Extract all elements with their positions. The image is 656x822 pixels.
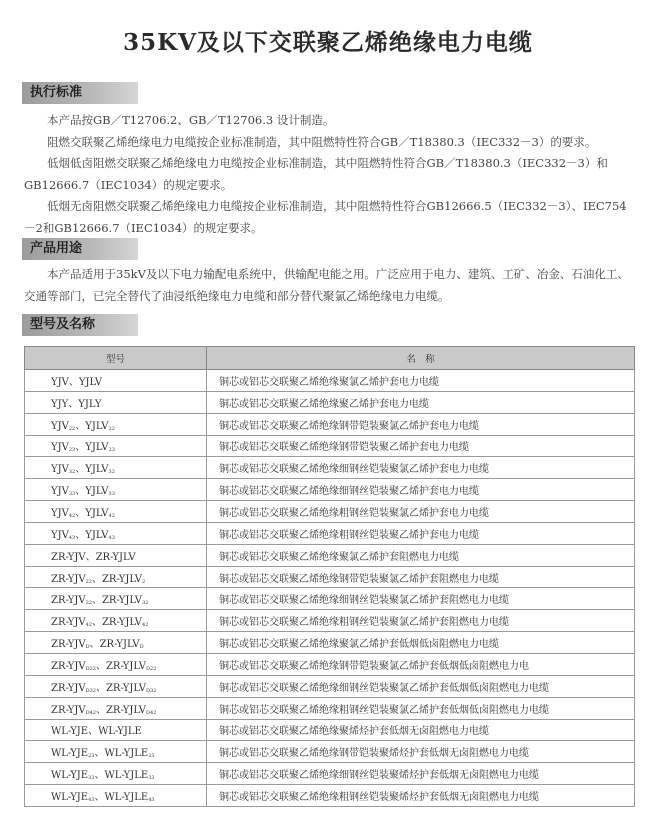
model-code-subscript: 33	[68, 491, 76, 498]
model-table	[24, 346, 635, 807]
model-code-cell: $ZR-YJV_{32}$、$ZR-YJLV_{32}$	[25, 588, 207, 610]
model-code-subscript: 32	[68, 469, 76, 476]
model-code: ZR-YJV	[51, 704, 86, 716]
table-row	[25, 457, 635, 479]
table-row	[25, 435, 635, 457]
section-heading-usage: 产品用途	[30, 241, 83, 256]
model-code: ZR-YJLV	[99, 639, 140, 651]
model-code: ZR-YJV	[51, 682, 86, 694]
model-code-subscript: 33	[108, 491, 115, 498]
model-code-subscript: 43	[68, 534, 76, 541]
model-code-subscript: 43	[108, 534, 115, 541]
model-code-subscript: 23	[88, 753, 95, 760]
model-code-cell: $ZR-YJV_{42}$、$ZR-YJLV_{42}$	[25, 610, 207, 632]
table-row	[25, 741, 635, 763]
model-name-cell: 铜芯或铝芯交联聚乙烯绝缘粗钢丝铠装聚氯乙烯护套阻燃电力电缆	[207, 610, 635, 632]
model-code-subscript: 22	[68, 425, 76, 432]
model-code-subscript: 43	[148, 796, 155, 803]
model-code-cell: $ZR-YJV_D$、$ZR-YJLV_D$	[25, 632, 207, 654]
model-code: YJV	[51, 376, 69, 388]
model-name-cell: 铜芯或铝芯交联聚乙烯绝缘粗钢丝铠装聚氯乙烯护套电力电缆	[207, 501, 635, 523]
table-row	[25, 675, 635, 697]
model-code-subscript: 22	[108, 425, 115, 432]
model-code: WL-YJLE	[104, 791, 149, 803]
table-row	[25, 697, 635, 719]
model-code-subscript: 32	[85, 600, 92, 607]
table-row	[25, 785, 635, 807]
table-row	[25, 413, 635, 435]
model-code: WL-YJLE	[104, 770, 149, 782]
model-code: WL-YJE	[51, 748, 89, 760]
model-name-cell: 铜芯或铝芯交联聚乙烯绝缘细钢丝铠装聚氯乙烯护套电力电缆	[207, 457, 635, 479]
model-name-cell: 铜芯或铝芯交联聚乙烯绝缘细钢丝铠装聚氯乙烯护套阻燃电力电缆	[207, 588, 635, 610]
standard-paragraph: 低烟低卤阻燃交联聚乙烯绝缘电力电缆按企业标准制造，其中阻燃特性符合GB／T18380.3（IEC332－3）和GB12666.7（IEC1034）的规定要求。	[24, 156, 608, 192]
model-code-subscript: D32	[85, 687, 96, 694]
model-code: ZR-YJV	[51, 595, 86, 607]
column-header-model: 型号	[25, 347, 207, 370]
table-header-row	[25, 347, 635, 370]
table-row	[25, 763, 635, 785]
model-code: ZR-YJLV	[105, 660, 147, 672]
section-heading-standard: 执行标准	[30, 85, 83, 100]
model-code: YJV	[51, 442, 69, 454]
model-code-subscript: 32	[108, 469, 115, 476]
table-row	[25, 522, 635, 544]
model-code: ZR-YJLV	[101, 595, 143, 607]
standard-paragraph: 本产品按GB／T12706.2、GB／T12706.3 设计制造。	[47, 113, 335, 127]
model-table-body	[25, 370, 635, 807]
model-code: ZR-YJV	[51, 639, 86, 651]
table-row	[25, 479, 635, 501]
model-name-cell: 铜芯或铝芯交联聚乙烯绝缘钢带铠装聚烯烃护套低烟无卤阻燃电力电缆	[207, 741, 635, 763]
model-code-subscript: 33	[88, 775, 95, 782]
model-code-subscript: D22	[85, 665, 96, 672]
model-code-cell: $YJV_{43}$、$YJLV_{43}$	[25, 522, 207, 544]
model-name-cell: 铜芯或铝芯交联聚乙烯绝缘钢带铠装聚氯乙烯护套低烟低卤阻燃电力电	[207, 653, 635, 675]
model-code: ZR-YJLV	[101, 573, 143, 585]
model-code-subscript: 42	[108, 512, 115, 519]
model-code: WL-YJLE	[98, 726, 142, 738]
model-code: YJLV	[85, 442, 109, 454]
model-name-cell: 铜芯或铝芯交联聚乙烯绝缘聚氯乙烯护套低烟低卤阻燃电力电缆	[207, 632, 635, 654]
model-code: YJV	[51, 464, 69, 476]
model-code: ZR-YJV	[51, 573, 86, 585]
model-name-cell: 铜芯或铝芯交联聚乙烯绝缘粗钢丝铠装聚烯烃护套低烟无卤阻燃电力电缆	[207, 785, 635, 807]
model-code: YJLV	[85, 464, 109, 476]
table-row	[25, 501, 635, 523]
model-code-subscript: D	[85, 644, 90, 651]
model-code: WL-YJE	[51, 791, 89, 803]
model-code: WL-YJE	[51, 726, 89, 738]
model-code-subscript: 42	[68, 512, 76, 519]
model-name-cell: 铜芯或铝芯交联聚乙烯绝缘细钢丝铠装聚氯乙烯护套低烟低卤阻燃电力电缆	[207, 675, 635, 697]
model-code-subscript: 32	[142, 600, 149, 607]
model-code-subscript: 22	[85, 578, 92, 585]
model-code: ZR-YJV	[51, 617, 86, 629]
model-code-subscript: D42	[85, 709, 96, 716]
model-code: YJLV	[85, 420, 109, 432]
model-code-cell: $YJV_{33}$、$YJLV_{33}$	[25, 479, 207, 501]
usage-text	[24, 264, 636, 307]
model-code-subscript: D32	[146, 687, 157, 694]
model-code-cell: $ZR-YJV_{D32}$、$ZR-YJLV_{D32}$	[25, 675, 207, 697]
table-row	[25, 632, 635, 654]
model-name-cell: 铜芯或铝芯交联聚乙烯绝缘聚氯乙烯护套电力电缆	[207, 370, 635, 392]
table-row	[25, 544, 635, 566]
model-code-cell: YJV、YJLV	[25, 370, 207, 392]
table-row	[25, 588, 635, 610]
model-code-cell: $YJV_{32}$、$YJLV_{32}$	[25, 457, 207, 479]
model-code: YJLV	[85, 507, 109, 519]
model-code-cell: $YJV_{42}$、$YJLV_{42}$	[25, 501, 207, 523]
model-name-cell: 铜芯或铝芯交联聚乙烯绝缘粗钢丝铠装聚乙烯护套电力电缆	[207, 522, 635, 544]
model-code-cell: $WL-YJE_{43}$、$WL-YJLE_{43}$	[25, 785, 207, 807]
model-code: ZR-YJV	[51, 551, 86, 563]
standard-paragraph: 低烟无卤阻燃交联聚乙烯绝缘电力电缆按企业标准制造，其中阻燃特性符合GB12666.5（IEC332－3）、IEC754－2和GB12666.7（IEC1034）的规定要求。	[24, 199, 627, 235]
model-code-subscript: 23	[108, 447, 115, 454]
model-code: WL-YJLE	[104, 748, 149, 760]
model-code: YJV	[51, 507, 69, 519]
usage-paragraph: 本产品适用于35kV及以下电力输配电系统中，供输配电能之用。广泛应用于电力、建筑、工矿、冶金、石油化工、交通等部门，已完全替代了油浸纸绝缘电力电缆和部分替代聚氯乙烯绝缘电力电缆。	[24, 267, 629, 303]
standard-text	[24, 110, 636, 239]
model-code: ZR-YJLV	[105, 704, 147, 716]
model-code: YJY	[51, 398, 69, 410]
table-row	[25, 719, 635, 741]
table-row	[25, 391, 635, 413]
model-code: YJLY	[78, 398, 102, 410]
model-code: WL-YJE	[51, 770, 89, 782]
model-name-cell: 铜芯或铝芯交联聚乙烯绝缘细钢丝铠装聚乙烯护套电力电缆	[207, 479, 635, 501]
model-name-cell: 铜芯或铝芯交联聚乙烯绝缘聚氯乙烯护套阻燃电力电缆	[207, 544, 635, 566]
model-code-cell: $ZR-YJV_{D42}$、$ZR-YJLV_{D42}$	[25, 697, 207, 719]
model-name-cell: 铜芯或铝芯交联聚乙烯绝缘钢带铠装聚氯乙烯护套电力电缆	[207, 413, 635, 435]
model-code: YJLV	[85, 529, 109, 541]
model-code-subscript: D22	[146, 665, 157, 672]
column-header-name: 名 称	[207, 347, 635, 370]
model-code-subscript: 23	[148, 753, 155, 760]
section-heading-models: 型号及名称	[30, 317, 96, 332]
model-code: ZR-YJLV	[105, 682, 147, 694]
model-code: ZR-YJV	[51, 660, 86, 672]
model-name-cell: 铜芯或铝芯交联聚乙烯绝缘细钢丝铠装聚烯烃护套低烟无卤阻燃电力电缆	[207, 763, 635, 785]
model-code: YJLV	[78, 376, 103, 388]
table-row	[25, 566, 635, 588]
model-name-cell: 铜芯或铝芯交联聚乙烯绝缘钢带铠装聚氯乙烯护套阻燃电力电缆	[207, 566, 635, 588]
model-code-cell: $ZR-YJV_{D22}$、$ZR-YJLV_{D22}$	[25, 653, 207, 675]
table-row	[25, 653, 635, 675]
model-code-cell: ZR-YJV、ZR-YJLV	[25, 544, 207, 566]
model-code-subscript: D42	[146, 709, 157, 716]
model-code-cell: $WL-YJE_{23}$、$WL-YJLE_{23}$	[25, 741, 207, 763]
model-code: ZR-YJLV	[101, 617, 143, 629]
model-code-cell: $ZR-YJV_{22}$、$ZR-YJLV_2$	[25, 566, 207, 588]
model-code-subscript: 2	[142, 578, 146, 585]
table-row	[25, 610, 635, 632]
model-code: ZR-YJLV	[95, 551, 136, 563]
model-code: YJLV	[85, 486, 109, 498]
model-name-cell: 铜芯或铝芯交联聚乙烯绝缘聚乙烯护套电力电缆	[207, 391, 635, 413]
model-name-cell: 铜芯或铝芯交联聚乙烯绝缘粗钢丝铠装聚氯乙烯护套低烟低卤阻燃电力电缆	[207, 697, 635, 719]
model-code-cell: WL-YJE、WL-YJLE	[25, 719, 207, 741]
model-code-subscript: 42	[142, 622, 149, 629]
model-code: YJV	[51, 420, 69, 432]
model-code-cell: $YJV_{22}$、$YJLV_{22}$	[25, 413, 207, 435]
model-code-subscript: 42	[85, 622, 92, 629]
model-code-cell: $YJV_{23}$、$YJLV_{23}$	[25, 435, 207, 457]
model-code-subscript: D	[139, 644, 144, 651]
model-name-cell: 铜芯或铝芯交联聚乙烯绝缘钢带铠装聚乙烯护套电力电缆	[207, 435, 635, 457]
page-title: 35KV及以下交联聚乙烯绝缘电力电缆	[123, 29, 533, 56]
model-code: YJV	[51, 486, 69, 498]
table-row	[25, 370, 635, 392]
model-code-subscript: 33	[148, 775, 155, 782]
model-code-subscript: 23	[68, 447, 76, 454]
model-code-subscript: 43	[88, 796, 95, 803]
standard-paragraph: 阻燃交联聚乙烯绝缘电力电缆按企业标准制造，其中阻燃特性符合GB／T18380.3（IEC332－3）的要求。	[47, 134, 597, 149]
model-code-cell: YJY、YJLY	[25, 391, 207, 413]
model-code-cell: $WL-YJE_{33}$、$WL-YJLE_{33}$	[25, 763, 207, 785]
model-code: YJV	[51, 529, 69, 541]
model-name-cell: 铜芯或铝芯交联聚乙烯绝缘聚烯烃护套低烟无卤阻燃电力电缆	[207, 719, 635, 741]
